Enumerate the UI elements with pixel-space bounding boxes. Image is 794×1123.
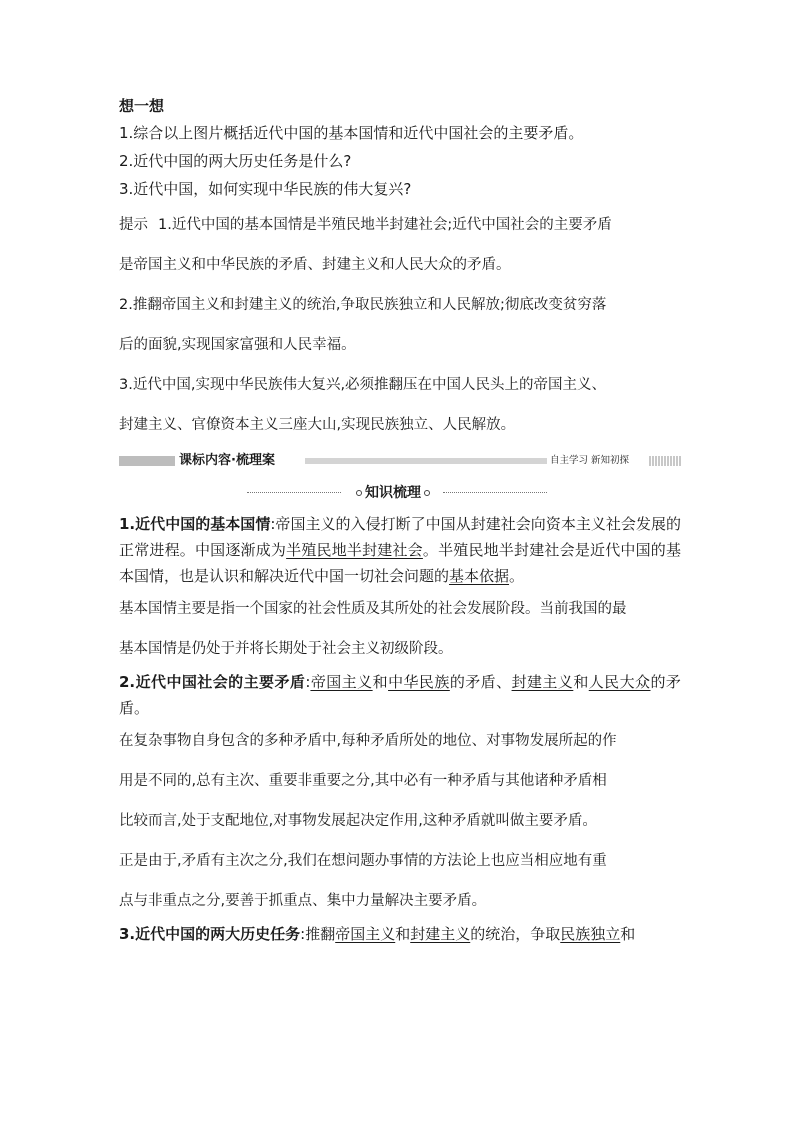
- answer-line-5: 3.近代中国,实现中华民族伟大复兴,必须推翻压在中国人民头上的帝国主义、: [119, 377, 607, 393]
- point-1-label: 1.近代中国的基本国情: [119, 515, 271, 533]
- ring-bullet-icon: [356, 490, 362, 496]
- knowledge-title: [343, 481, 443, 505]
- point-3-text: 的统治，争取: [470, 925, 561, 943]
- question-2: 2.近代中国的两大历史任务是什么?: [119, 152, 352, 170]
- banner-block-left: [119, 456, 175, 466]
- point-2-key-term: 中华民族: [388, 673, 450, 691]
- think-heading: 想一想: [119, 97, 165, 115]
- answer-text-1: 1.近代中国的基本国情是半殖民地半封建社会;近代中国社会的主要矛盾: [158, 217, 612, 233]
- knowledge-title-text: 知识梳理: [365, 485, 421, 501]
- point-2-key-term: 帝国主义: [310, 673, 373, 691]
- knowledge-point-2: [119, 669, 681, 721]
- point-2-text: 的矛盾。: [119, 673, 681, 717]
- point-2-key-term: 人民大众: [588, 673, 651, 691]
- point-2-key-term: 封建主义: [511, 673, 574, 691]
- point-1-text: :帝国主义的入侵打断了中国从封建社会向资本主义社会发展的正常进程。中国逐渐成为: [119, 515, 681, 559]
- point-3-text: :推翻: [300, 925, 336, 943]
- point-2-text: 的矛盾、: [449, 673, 512, 691]
- hint-label: 提示: [119, 217, 148, 233]
- ring-bullet-icon: [424, 490, 430, 496]
- note-2-line-4: 正是由于,矛盾有主次之分,我们在想问题办事情的方法论上也应当相应地有重: [119, 853, 607, 869]
- point-2-text: 和: [573, 673, 589, 691]
- document-page: [119, 94, 681, 947]
- note-2-line-5: 点与非重点之分,要善于抓重点、集中力量解决主要矛盾。: [119, 893, 487, 909]
- banner-right-text: 自主学习 新知初探: [547, 451, 632, 471]
- answer-line-1: [119, 205, 681, 245]
- note-2-line-3: 比较而言,处于支配地位,对事物发展起决定作用,这种矛盾就叫做主要矛盾。: [119, 813, 597, 829]
- point-2-text: 和: [372, 673, 389, 691]
- question-1: 1.综合以上图片概括近代中国的基本国情和近代中国社会的主要矛盾。: [119, 124, 584, 142]
- knowledge-point-3: [119, 921, 681, 947]
- section-banner: [119, 453, 681, 469]
- banner-block-middle: [305, 458, 549, 464]
- point-3-label: 3.近代中国的两大历史任务: [119, 925, 301, 943]
- note-2-line-1: 在复杂事物自身包含的多种矛盾中,每种矛盾所处的地位、对事物发展所起的作: [119, 733, 617, 749]
- point-3-text: 和: [395, 925, 411, 943]
- point-3-key-term: 帝国主义: [335, 925, 396, 943]
- point-2-label: 2.近代中国社会的主要矛盾: [119, 673, 306, 691]
- note-1-line-2: 基本国情是仍处于并将长期处于社会主义初级阶段。: [119, 641, 453, 657]
- point-3-text: 和: [620, 925, 636, 943]
- knowledge-title-row: [119, 481, 681, 505]
- note-1-line-1: 基本国情主要是指一个国家的社会性质及其所处的社会发展阶段。当前我国的最: [119, 601, 627, 617]
- note-2-line-2: 用是不同的,总有主次、重要非重要之分,其中必有一种矛盾与其他诸种矛盾相: [119, 773, 607, 789]
- point-3-key-term: 民族独立: [560, 925, 621, 943]
- answer-line-6: 封建主义、官僚资本主义三座大山,实现民族独立、人民解放。: [119, 417, 516, 433]
- point-1-text: 。半殖民地半封建社会是近代中国的基本国情，也是认识和解决近代中国一切社会问题的: [119, 541, 681, 585]
- answer-line-2: 是帝国主义和中华民族的矛盾、封建主义和人民大众的矛盾。: [119, 257, 511, 273]
- answer-line-4: 后的面貌,实现国家富强和人民幸福。: [119, 337, 356, 353]
- banner-hatch-right: [649, 456, 681, 466]
- dotted-rule-right: [443, 492, 547, 493]
- dotted-rule-left: [247, 492, 341, 493]
- knowledge-point-1: [119, 511, 681, 589]
- question-3: 3.近代中国，如何实现中华民族的伟大复兴?: [119, 180, 412, 198]
- point-3-key-term: 封建主义: [410, 925, 471, 943]
- answer-line-3: 2.推翻帝国主义和封建主义的统治,争取民族独立和人民解放;彻底改变贫穷落: [119, 297, 607, 313]
- point-2-text: :: [305, 673, 311, 691]
- point-1-key-term: 半殖民地半封建社会: [286, 541, 423, 559]
- point-1-key-term: 基本依据: [449, 567, 510, 585]
- banner-title: 课标内容·梳理案: [177, 451, 277, 471]
- point-1-text: 。: [509, 567, 525, 585]
